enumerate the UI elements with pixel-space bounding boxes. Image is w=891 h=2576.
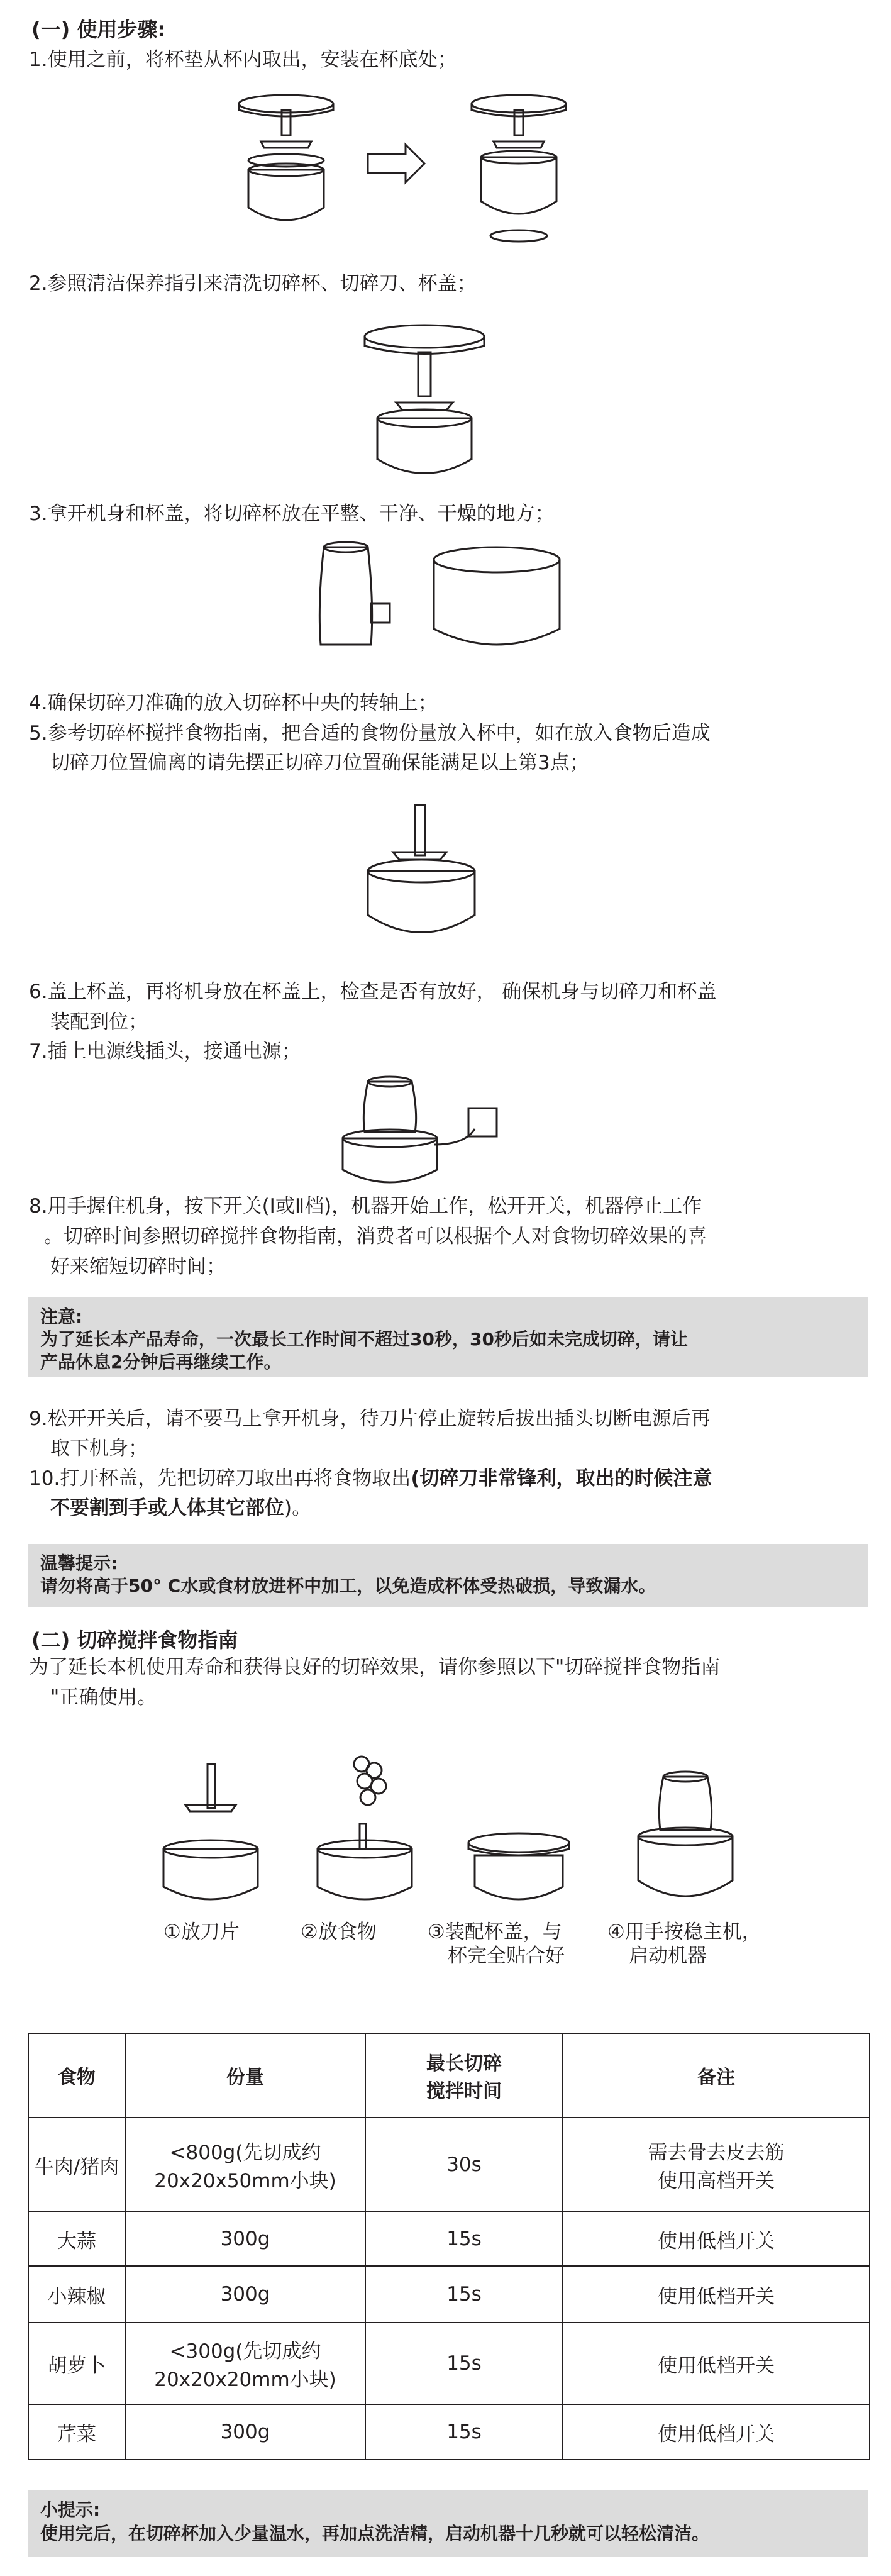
step-2: 2.参照清洁保养指引来清洗切碎杯、切碎刀、杯盖； bbox=[29, 272, 477, 295]
guide-caption-1: ①放刀片 bbox=[163, 1921, 240, 1943]
step-10-warning-b: 不要割到手或人体其它部位 bbox=[50, 1497, 284, 1519]
note-caution-line-2: 产品休息2分钟后再继续工作。 bbox=[40, 1352, 282, 1372]
guide-caption-4-line-2: 启动机器 bbox=[629, 1945, 707, 1967]
step-10-end: )。 bbox=[284, 1497, 312, 1519]
illustration-step1 bbox=[233, 82, 597, 245]
step-1: 1.使用之前，将杯垫从杯内取出，安装在杯底处； bbox=[29, 48, 457, 71]
cell-amount bbox=[125, 2323, 365, 2404]
note-caution-title: 注意: bbox=[40, 1306, 83, 1327]
cell-remark: 使用低档开关 bbox=[563, 2266, 870, 2323]
table-row bbox=[28, 2323, 870, 2404]
guide-caption-2: ②放食物 bbox=[301, 1921, 377, 1943]
header-max-time bbox=[365, 2033, 563, 2118]
cell-amount bbox=[125, 2118, 365, 2212]
table-row bbox=[28, 2118, 870, 2212]
table-row bbox=[28, 2266, 870, 2323]
table-row bbox=[28, 2212, 870, 2266]
note-small-tip bbox=[28, 2490, 868, 2557]
cell-amount: 300g bbox=[125, 2404, 365, 2460]
step-8-line-1: 8.用手握住机身，按下开关(Ⅰ或Ⅱ档)，机器开始工作，松开开关，机器停止工作 bbox=[29, 1195, 702, 1218]
cell-remark: 使用低档开关 bbox=[563, 2404, 870, 2460]
step-10-text: 10.打开杯盖，先把切碎刀取出再将食物取出 bbox=[29, 1467, 411, 1490]
step-9-line-2: 取下机身； bbox=[50, 1437, 148, 1460]
note-warm-tip bbox=[28, 1544, 868, 1607]
header-amount: 份量 bbox=[125, 2033, 365, 2118]
header-remark: 备注 bbox=[563, 2033, 870, 2118]
cell-food: 大蒜 bbox=[28, 2212, 125, 2266]
guide-caption-3-line-1: ③装配杯盖，与 bbox=[428, 1921, 562, 1943]
step-10-line-2 bbox=[50, 1495, 311, 1521]
header-max-time-line-1: 最长切碎 bbox=[426, 2053, 502, 2075]
cell-remark bbox=[563, 2118, 870, 2212]
cell-amount-line-2: 20x20x50mm小块) bbox=[154, 2170, 336, 2192]
food-guide-table bbox=[28, 2033, 870, 2460]
step-10-line-1 bbox=[29, 1465, 712, 1492]
cell-time: 15s bbox=[365, 2323, 563, 2404]
note-warm-tip-title: 温馨提示: bbox=[40, 1553, 118, 1574]
step-6-line-2: 装配到位； bbox=[50, 1011, 148, 1033]
step-7: 7.插上电源线插头，接通电源； bbox=[29, 1040, 301, 1063]
guide-caption-3-line-2: 杯完全贴合好 bbox=[448, 1945, 565, 1967]
step-5-line-2: 切碎刀位置偏离的请先摆正切碎刀位置确保能满足以上第3点； bbox=[50, 752, 589, 774]
step-5-line-1: 5.参考切碎杯搅拌食物指南，把合适的食物份量放入杯中，如在放入食物后造成 bbox=[29, 722, 711, 745]
section-title-food-guide: (二) 切碎搅拌食物指南 bbox=[31, 1628, 238, 1652]
step-10-warning-a: (切碎刀非常锋利，取出的时候注意 bbox=[411, 1467, 712, 1490]
guide-caption-4-line-1: ④用手按稳主机， bbox=[607, 1921, 761, 1943]
table-row bbox=[28, 2404, 870, 2460]
section-2-intro-line-2: "正确使用。 bbox=[50, 1686, 157, 1709]
step-6-line-1: 6.盖上杯盖，再将机身放在杯盖上，检查是否有放好， 确保机身与切碎刀和杯盖 bbox=[29, 980, 717, 1003]
cell-amount-line-2: 20x20x20mm小块) bbox=[154, 2368, 336, 2391]
cell-remark: 使用低档开关 bbox=[563, 2212, 870, 2266]
note-warm-tip-line-1: 请勿将高于50° C水或食材放进杯中加工，以免造成杯体受热破损，导致漏水。 bbox=[40, 1575, 656, 1596]
illustration-step5 bbox=[355, 802, 487, 953]
illustration-step2 bbox=[352, 308, 497, 484]
cell-remark-line-1: 需去骨去皮去筋 bbox=[648, 2141, 785, 2164]
step-4: 4.确保切碎刀准确的放入切碎杯中央的转轴上； bbox=[29, 692, 438, 714]
step-3: 3.拿开机身和杯盖，将切碎杯放在平整、干净、干燥的地方； bbox=[29, 502, 555, 525]
illustration-step7 bbox=[333, 1069, 509, 1195]
note-small-tip-title: 小提示: bbox=[40, 2499, 101, 2520]
cell-food: 芹菜 bbox=[28, 2404, 125, 2460]
cell-time: 30s bbox=[365, 2118, 563, 2212]
cell-food: 胡萝卜 bbox=[28, 2323, 125, 2404]
cell-time: 15s bbox=[365, 2266, 563, 2323]
illustration-step3 bbox=[308, 535, 578, 654]
note-caution bbox=[28, 1297, 868, 1377]
cell-time: 15s bbox=[365, 2404, 563, 2460]
step-8-line-3: 好来缩短切碎时间； bbox=[50, 1255, 226, 1278]
cell-amount: 300g bbox=[125, 2266, 365, 2323]
illustration-food-guide bbox=[157, 1755, 748, 1918]
cell-food: 小辣椒 bbox=[28, 2266, 125, 2323]
step-8-line-2: 。切碎时间参照切碎搅拌食物指南，消费者可以根据个人对食物切碎效果的喜 bbox=[44, 1225, 707, 1248]
cell-amount-line-1: <300g(先切成约 bbox=[169, 2340, 321, 2363]
table-header-row bbox=[28, 2033, 870, 2118]
cell-time: 15s bbox=[365, 2212, 563, 2266]
section-2-intro-line-1: 为了延长本机使用寿命和获得良好的切碎效果，请你参照以下"切碎搅拌食物指南 bbox=[29, 1656, 721, 1679]
header-max-time-line-2: 搅拌时间 bbox=[426, 2080, 502, 2102]
cell-amount: 300g bbox=[125, 2212, 365, 2266]
step-9-line-1: 9.松开开关后，请不要马上拿开机身，待刀片停止旋转后拔出插头切断电源后再 bbox=[29, 1407, 711, 1430]
note-small-tip-line-1: 使用完后，在切碎杯加入少量温水，再加点洗洁精，启动机器十几秒就可以轻松清洁。 bbox=[40, 2523, 710, 2544]
section-title-usage-steps: (一) 使用步骤: bbox=[31, 18, 166, 42]
header-food: 食物 bbox=[28, 2033, 125, 2118]
note-caution-line-1: 为了延长本产品寿命，一次最长工作时间不超过30秒，30秒后如未完成切碎，请让 bbox=[40, 1329, 688, 1350]
cell-remark-line-2: 使用高档开关 bbox=[658, 2170, 775, 2192]
cell-food: 牛肉/猪肉 bbox=[28, 2118, 125, 2212]
cell-amount-line-1: <800g(先切成约 bbox=[169, 2141, 321, 2164]
cell-remark: 使用低档开关 bbox=[563, 2323, 870, 2404]
